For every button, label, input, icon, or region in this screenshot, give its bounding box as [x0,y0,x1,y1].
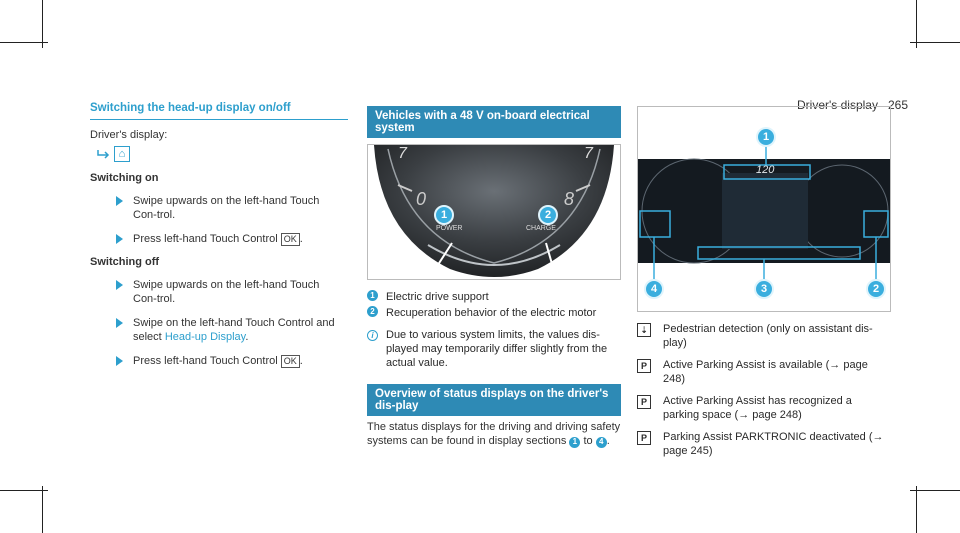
pedestrian-icon: ⇣ [637,323,651,337]
gauge-figure [367,144,621,280]
crop-mark [916,486,917,533]
gauge-image [368,145,620,279]
symbol-list [637,322,891,458]
info-note [367,328,621,370]
ok-button-icon: OK [281,233,300,246]
step-text: Swipe on the left-hand Touch Control and select Head-up Display. [133,317,335,343]
switching-off-title: Switching off [90,256,160,268]
step [116,278,346,306]
symbol-item [637,322,891,350]
step-arrow-icon [116,280,123,290]
step-arrow-icon [116,356,123,366]
callout-2: 2 [866,279,886,299]
section-number: 1 [569,437,580,448]
step [116,354,346,368]
parking-icon: P [637,359,651,373]
gauge-number: 7 [584,145,593,162]
step [116,316,346,344]
legend-text: Recuperation behavior of the electric motor [386,307,597,319]
legend-text: Electric drive support [386,291,489,303]
info-icon: i [367,330,378,341]
crop-mark [42,0,43,48]
gauge-number: 8 [564,189,575,209]
step-text: Press left-hand Touch Control OK . [133,355,303,367]
callout-4: 4 [644,279,664,299]
crop-mark [0,490,48,491]
crop-mark [42,486,43,533]
section-heading: Switching the head-up display on/off [90,102,348,120]
gauge-number: 0 [416,189,427,209]
overview-paragraph: The status displays for the driving and driving safety systems can be found in display sections 1 to 4 . [367,421,621,447]
column-right [637,106,891,458]
section-title: Driver's display [796,98,878,112]
home-icon: ⌂ [114,146,130,162]
intro-text: Driver's display: [90,129,168,141]
power-label: POWER [436,225,463,232]
legend-item [367,306,621,320]
callout-1: 1 [434,205,454,225]
speed-readout: 120 [756,164,775,176]
symbol-item [637,394,891,422]
note-text: Due to various system limits, the values dis-played may temporarily differ slightly from the actual value. [386,329,608,369]
legend-number: 1 [367,290,378,301]
legend [367,290,621,320]
gauge-number: 7 [398,145,407,162]
crop-mark [910,42,960,43]
nav-path [96,146,346,162]
cluster-figure [637,106,891,312]
page-number: 265 [887,98,908,112]
symbol-item [637,430,891,458]
crop-mark [910,490,960,491]
ok-button-icon: OK [281,355,300,368]
symbol-text: Active Parking Assist has recognized a parking space (→ page 248) [663,395,852,421]
callout-2: 2 [538,205,558,225]
callout-3: 3 [754,279,774,299]
parking-space-icon: P [637,395,651,409]
section-number: 4 [596,437,607,448]
symbol-text: Pedestrian detection (only on assistant dis-play) [663,323,873,349]
nav-arrow-icon [96,148,110,160]
charge-label: CHARGE [526,225,556,232]
callout-1: 1 [756,127,776,147]
section-heading: Overview of status displays on the driver's dis-play [367,384,621,416]
step-arrow-icon [116,234,123,244]
symbol-text: Active Parking Assist is available (→ page 248) [663,359,868,385]
symbol-text: Parking Assist PARKTRONIC deactivated (→ page 245) [663,431,884,457]
step-text: Press left-hand Touch Control OK . [133,233,303,245]
legend-number: 2 [367,306,378,317]
switching-on-title: Switching on [90,172,159,184]
crop-mark [0,42,48,43]
legend-item [367,290,621,304]
crop-mark [916,0,917,48]
column-middle [367,106,621,448]
step-arrow-icon [116,196,123,206]
section-heading: Vehicles with a 48 V on-board electrical system [367,106,621,138]
head-up-display-link[interactable]: Head-up Display [164,331,246,343]
step-text: Swipe upwards on the left-hand Touch Con-trol. [133,195,320,221]
step [116,194,346,222]
column-left [90,102,346,368]
step-arrow-icon [116,318,123,328]
step [116,232,346,246]
symbol-item [637,358,891,386]
parktronic-off-icon: P [637,431,651,445]
step-text: Swipe upwards on the left-hand Touch Con-trol. [133,279,320,305]
